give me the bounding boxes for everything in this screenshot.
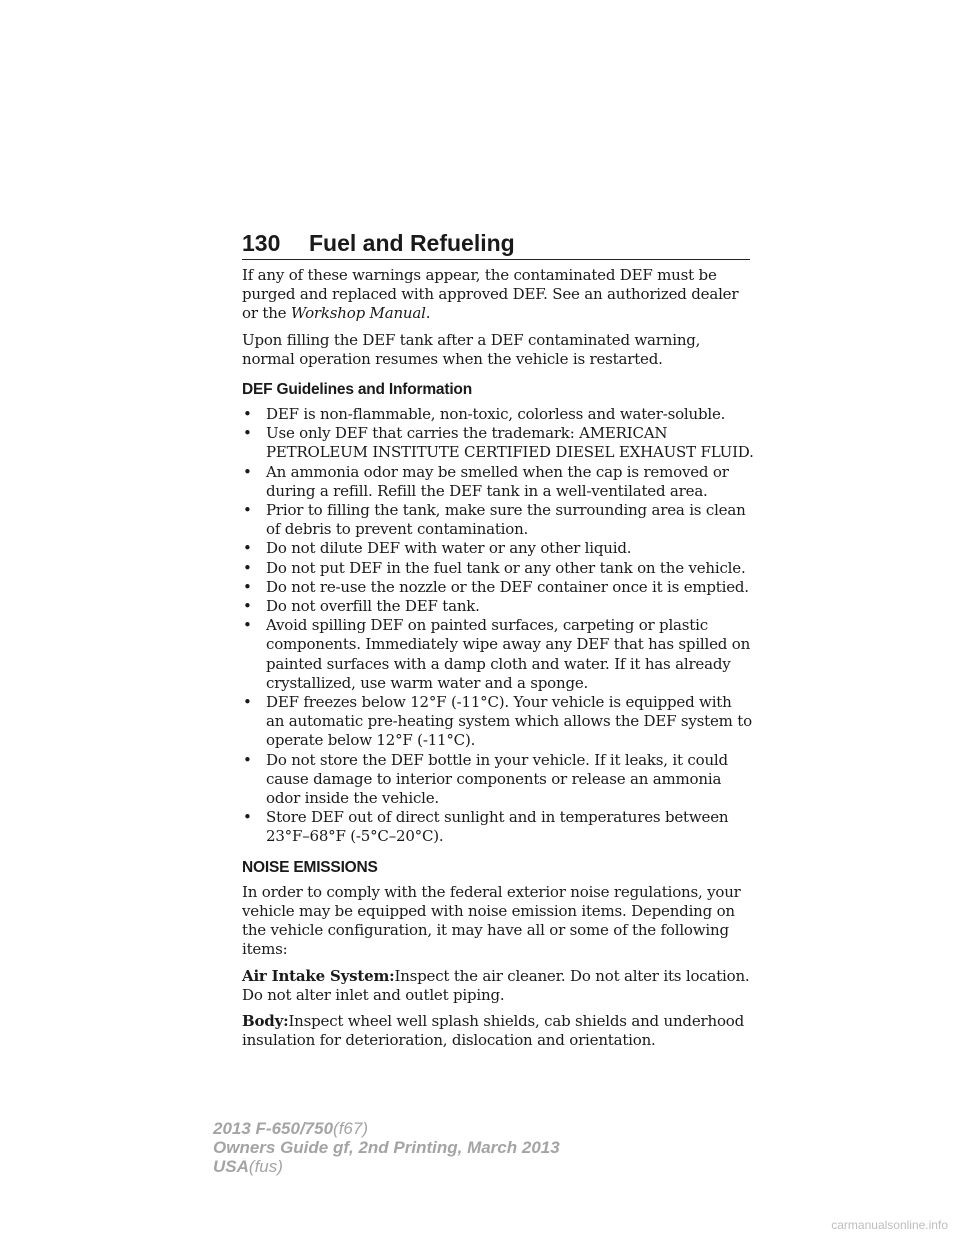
paragraph-body: [242, 1012, 754, 1050]
list-item: • Avoid spilling DEF on painted surfaces, carpeting or plastic components. Immediately wipe away any DEF that has spilled on painted surfaces with a damp cloth and water. If it has already crystallized, use warm water and a sponge.: [242, 616, 754, 693]
page-body: [242, 266, 754, 1057]
def-guidelines-list: [242, 405, 754, 847]
section-title: Fuel and Refueling: [309, 230, 515, 256]
footer-model-code: (f67): [333, 1119, 369, 1138]
heading-def-guidelines: DEF Guidelines and Information: [242, 381, 472, 399]
footer-guide: Owners Guide gf, 2nd Printing, March 2013: [213, 1138, 560, 1157]
list-item: • DEF freezes below 12°F (-11°C). Your vehicle is equipped with an automatic pre-heating system which allows the DEF system to operate below 12°F (-11°C).: [242, 693, 754, 751]
air-intake-label: Air Intake System:: [242, 966, 395, 985]
footer-model: 2013 F-650/750: [213, 1119, 334, 1138]
body-text: Inspect wheel well splash shields, cab shields and underhood insulation for deterioration, dislocation and orientation.: [242, 1011, 745, 1050]
paragraph-contamination: [242, 266, 754, 324]
footer-market-line: [213, 1157, 560, 1176]
heading-noise-emissions: NOISE EMISSIONS: [242, 858, 378, 876]
paragraph-air-intake: [242, 967, 754, 1005]
page-header: [242, 230, 750, 260]
footer-market-code: (fus): [248, 1157, 283, 1176]
paragraph-restart: Upon filling the DEF tank after a DEF contaminated warning, normal operation resumes when the vehicle is restarted.: [242, 330, 701, 368]
list-item: • Do not put DEF in the fuel tank or any other tank on the vehicle.: [242, 559, 754, 578]
air-intake-text: Inspect the air cleaner. Do not alter its location. Do not alter inlet and outlet piping.: [242, 966, 750, 1004]
paragraph-noise-intro: In order to comply with the federal exterior noise regulations, your vehicle may be equipped with noise emission items. Depending on the vehicle configuration, it may have all or some of the following items:: [242, 882, 741, 959]
paragraph-text: If any of these warnings appear, the contaminated DEF must be purged and replaced with approved DEF. See an authorized dealer or the: [242, 266, 739, 323]
list-item: • Use only DEF that carries the trademark: AMERICAN PETROLEUM INSTITUTE CERTIFIED DIESEL EXHAUST FLUID.: [242, 424, 754, 462]
watermark: carmanualsonline.info: [831, 1218, 948, 1232]
body-label: Body:: [242, 1011, 289, 1030]
list-item: • DEF is non-flammable, non-toxic, colorless and water-soluble.: [242, 405, 754, 424]
list-item: • Do not overfill the DEF tank.: [242, 597, 754, 616]
page-footer: [213, 1119, 560, 1176]
page-number: 130: [242, 230, 281, 256]
list-item: • Do not dilute DEF with water or any other liquid.: [242, 539, 754, 558]
list-item: • Do not store the DEF bottle in your vehicle. If it leaks, it could cause damage to interior components or release an ammonia odor inside the vehicle.: [242, 751, 754, 809]
footer-market: USA: [213, 1157, 249, 1176]
list-item: • Store DEF out of direct sunlight and in temperatures between 23°F–68°F (-5°C–20°C).: [242, 808, 754, 846]
list-item: • Do not re-use the nozzle or the DEF container once it is emptied.: [242, 578, 754, 597]
workshop-manual-reference: Workshop Manual: [290, 304, 426, 323]
paragraph-end: .: [425, 304, 431, 323]
list-item: • An ammonia odor may be smelled when the cap is removed or during a refill. Refill the DEF tank in a well-ventilated area.: [242, 463, 754, 501]
footer-model-line: [213, 1119, 560, 1138]
list-item: • Prior to filling the tank, make sure the surrounding area is clean of debris to prevent contamination.: [242, 501, 754, 539]
